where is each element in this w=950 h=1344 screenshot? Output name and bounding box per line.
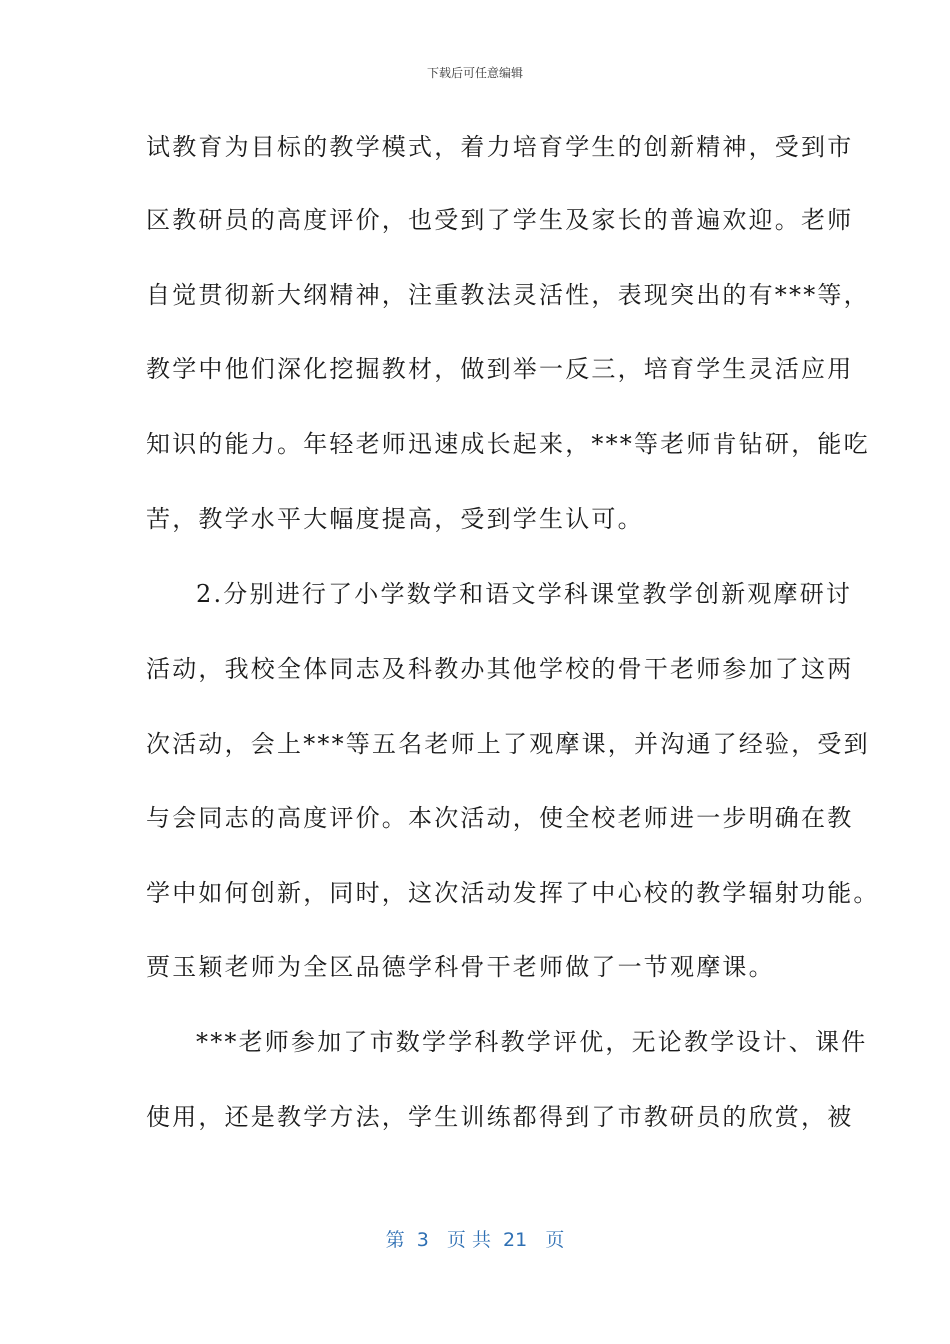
body-line: 试教育为目标的教学模式，着力培育学生的创新精神，受到市 (146, 133, 854, 161)
body-line: 教学中他们深化挖掘教材，做到举一反三，培育学生灵活应用 (146, 355, 854, 383)
body-line: 学中如何创新，同时，这次活动发挥了中心校的教学辐射功能。 (146, 879, 880, 907)
body-line: 次活动，会上***等五名老师上了观摩课，并沟通了经验，受到 (146, 730, 870, 758)
body-line: ***老师参加了市数学学科教学评优，无论教学设计、课件 (196, 1028, 868, 1056)
body-line: 2.分别进行了小学数学和语文学科课堂教学创新观摩研讨 (196, 580, 853, 608)
body-line: 与会同志的高度评价。本次活动，使全校老师进一步明确在教 (146, 804, 854, 832)
body-line: 苦，教学水平大幅度提高，受到学生认可。 (146, 505, 644, 533)
body-line: 活动，我校全体同志及科教办其他学校的骨干老师参加了这两 (146, 655, 854, 683)
body-line: 贾玉颖老师为全区品德学科骨干老师做了一节观摩课。 (146, 953, 775, 981)
page-header: 下载后可任意编辑 (426, 66, 523, 80)
page-footer: 第 3 页 共 21 页 (385, 1229, 565, 1251)
body-line: 使用，还是教学方法，学生训练都得到了市教研员的欣赏，被 (146, 1103, 854, 1131)
body-line: 知识的能力。年轻老师迅速成长起来，***等老师肯钻研，能吃 (146, 430, 870, 458)
body-line: 区教研员的高度评价，也受到了学生及家长的普遍欢迎。老师 (146, 206, 854, 234)
body-line: 自觉贯彻新大纲精神，注重教法灵活性，表现突出的有***等， (146, 281, 870, 309)
